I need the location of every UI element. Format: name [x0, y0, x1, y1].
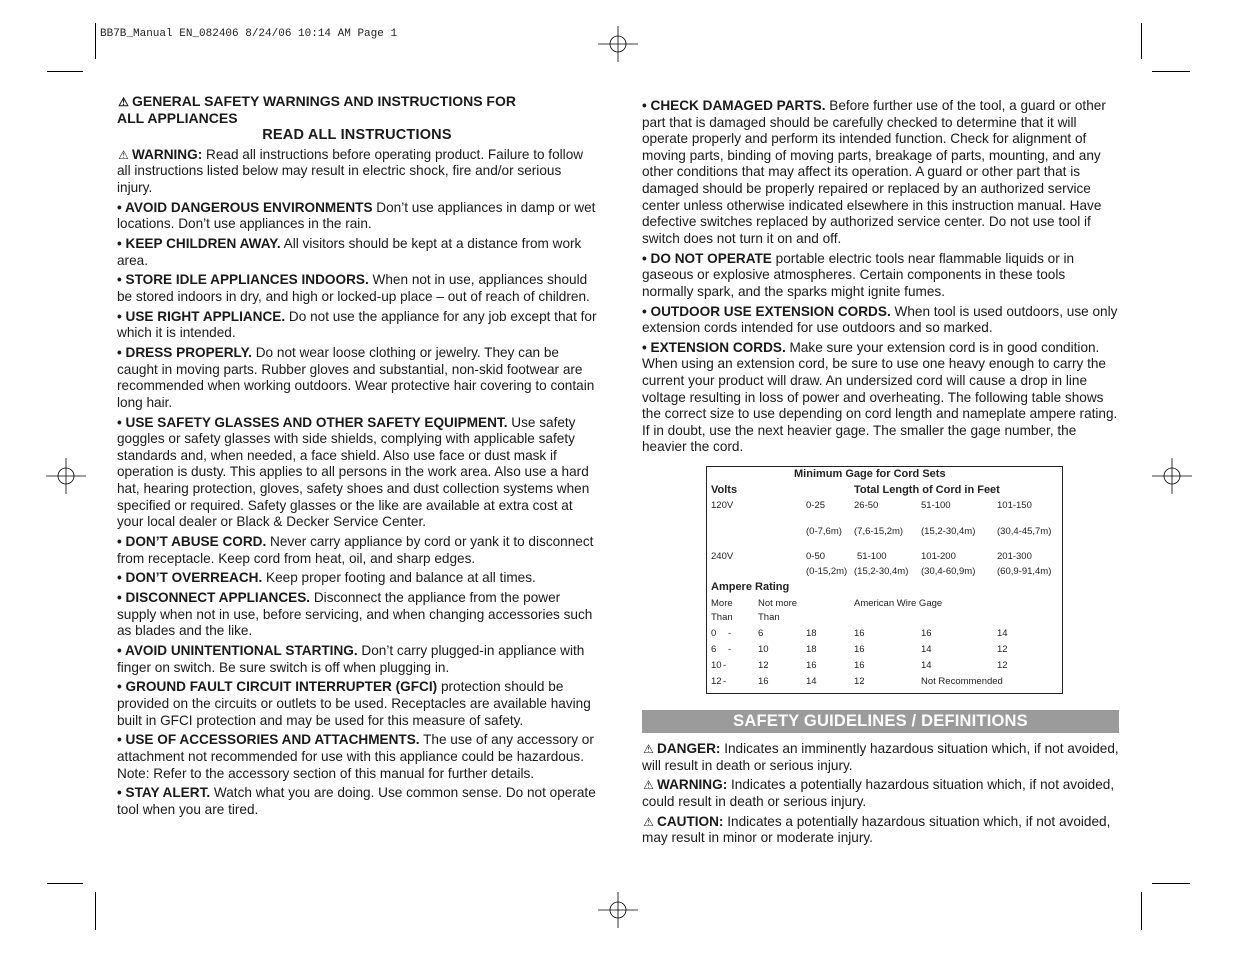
list-item: • DISCONNECT APPLIANCES. Disconnect the appliance from the power supply when not in use, before servicing, and when changing accessories such as blades and the like.	[117, 590, 593, 639]
table-cell: 12	[758, 660, 769, 671]
list-item: • GROUND FAULT CIRCUIT INTERRUPTER (GFCI) protection should be provided on the circuits or outlets to be used. Receptacles are available having built in GFCI protection and may be used for this measure of safety.	[117, 679, 591, 728]
cord-gage-table	[706, 466, 1063, 694]
table-cell: 6	[758, 628, 764, 639]
table-cell: 12	[854, 676, 865, 687]
read-all-instructions: READ ALL INSTRUCTIONS	[262, 127, 452, 143]
table-cell: 16	[854, 660, 865, 671]
table-cell: (30,4-60,9m)	[921, 566, 976, 577]
table-cell: 51-100	[857, 551, 887, 562]
general-safety-heading: ⚠ GENERAL SAFETY WARNINGS AND INSTRUCTIONS FOR ALL APPLIANCES	[117, 93, 516, 126]
table-cell: 12	[997, 660, 1008, 671]
list-item: • STAY ALERT. Watch what you are doing. Use common sense. Do not operate tool when you are tired.	[117, 785, 596, 817]
table-cell: 14	[997, 628, 1008, 639]
definition-danger: ⚠ DANGER: Indicates an imminently hazardous situation which, if not avoided, will result in death or serious injury.	[642, 741, 1119, 773]
table-cell: 101-150	[997, 500, 1032, 511]
table-cell: 101-200	[921, 551, 956, 562]
ampere-rating-header: Ampere Rating	[711, 581, 790, 593]
list-item: • DON’T ABUSE CORD. Never carry appliance by cord or yank it to disconnect from receptacle. Keep cord from heat, oil, and sharp edges.	[117, 533, 594, 566]
warning-triangle-icon: ⚠	[643, 778, 654, 793]
awg-label: American Wire Gage	[854, 598, 943, 609]
warning-triangle-icon: ⚠	[118, 147, 129, 162]
safety-definitions	[642, 741, 1122, 850]
table-cell: (0-15,2m)	[806, 566, 848, 577]
table-cell: 12	[711, 676, 722, 687]
not-more-label: Not more	[758, 598, 798, 609]
list-item: • USE SAFETY GLASSES AND OTHER SAFETY EQUIPMENT. Use safety goggles or safety glasses with side shields, complying with applicable safety standards and, when needed, a face shield. Also use face or dust mask if operation is dusty. This applies to all persons in the work area. Also use a hard hat, hearing protection, gloves, safety shoes and dust collection systems when specified or required. Safety glasses or the like are available at extra cost at your local dealer or Black & Decker Service Center.	[117, 414, 590, 530]
table-cell: 16	[806, 660, 817, 671]
volts-120: 120V	[711, 500, 734, 511]
volts-header: Volts	[711, 484, 738, 496]
table-cell: 14	[921, 644, 932, 655]
table-cell: 16	[854, 628, 865, 639]
crop-mark	[47, 71, 83, 72]
table-cell: 14	[806, 676, 817, 687]
table-cell: 201-300	[997, 551, 1032, 562]
table-cell: 51-100	[921, 500, 951, 511]
list-item: • STORE IDLE APPLIANCES INDOORS. When not in use, appliances should be stored indoors in dry, and high or locked-up place – out of reach of children.	[117, 272, 590, 304]
table-cell: (30,4-45,7m)	[997, 526, 1052, 537]
crop-mark	[1141, 23, 1142, 59]
table-cell: 16	[854, 644, 865, 655]
table-cell: (7,6-15,2m)	[854, 526, 904, 537]
crop-mark	[1141, 892, 1142, 930]
table-cell: (15,2-30,4m)	[854, 566, 909, 577]
list-item: • CHECK DAMAGED PARTS. Before further use of the tool, a guard or other part that is damaged should be carefully checked to determine that it will operate properly and perform its intended function. Check for alignment of moving parts, binding of moving parts, breakage of parts, mounting, and any other conditions that may affect its operation. A guard or other part that is damaged should be properly repaired or replaced by an authorized service center unless otherwise indicated elsewhere in this instruction manual. Have defective switches replaced by authorized service center. Do not use tool if switch does not turn it on and off.	[642, 98, 1106, 246]
right-column	[642, 98, 1120, 459]
list-item: • EXTENSION CORDS. Make sure your extension cord is in good condition. When using an extension cord, be sure to use one heavy enough to carry the current your product will draw. An undersized cord will cause a drop in line voltage resulting in loss of power and overheating. The following table shows the correct size to use depending on cord length and nameplate ampere rating. If in doubt, use the next heavier gage. The smaller the gage number, the heavier the cord.	[642, 339, 1118, 455]
table-cell: 10	[758, 644, 769, 655]
table-cell: (60,9-91,4m)	[997, 566, 1052, 577]
table-cell: 10	[711, 660, 722, 671]
crop-mark	[1152, 883, 1190, 884]
definition-warning: ⚠ WARNING: Indicates a potentially hazardous situation which, if not avoided, could result in death or serious injury.	[642, 777, 1115, 809]
table-cell: -	[723, 676, 727, 687]
table-cell: (0-7,6m)	[806, 526, 842, 537]
table-cell: 18	[806, 644, 817, 655]
list-item: • OUTDOOR USE EXTENSION CORDS. When tool is used outdoors, use only extension cords intended for use outdoors and so marked.	[642, 303, 1118, 336]
list-item: • USE RIGHT APPLIANCE. Do not use the appliance for any job except that for which it is intended.	[117, 308, 597, 341]
than-label: Than	[711, 612, 733, 623]
table-cell: -	[723, 660, 727, 671]
warning-triangle-icon: ⚠	[118, 95, 129, 109]
table-cell: 18	[806, 628, 817, 639]
table-cell: Not Recommended	[921, 676, 1003, 687]
registration-mark-icon	[598, 24, 638, 64]
list-item: • KEEP CHILDREN AWAY. All visitors should be kept at a distance from work area.	[117, 235, 582, 268]
crop-mark	[95, 23, 96, 59]
list-item: • AVOID UNINTENTIONAL STARTING. Don’t carry plugged-in appliance with finger on switch. Be sure switch is off when plugging in.	[117, 643, 585, 675]
definition-caution: ⚠ CAUTION: Indicates a potentially hazardous situation which, if not avoided, may result in minor or moderate injury.	[642, 813, 1111, 846]
table-cell: (15,2-30,4m)	[921, 526, 976, 537]
left-column	[117, 93, 597, 822]
table-cell: 0-50	[806, 551, 826, 562]
crop-mark	[1152, 71, 1190, 72]
table-title: Minimum Gage for Cord Sets	[794, 468, 946, 480]
registration-mark-icon	[598, 890, 638, 930]
crop-mark	[95, 892, 96, 930]
list-item: • DRESS PROPERLY. Do not wear loose clothing or jewelry. They can be caught in moving parts. Rubber gloves and substantial, non-skid footwear are recommended when working outdoors. Wear protective hair covering to contain long hair.	[117, 345, 595, 410]
table-cell: 14	[921, 660, 932, 671]
list-item: • DON’T OVERREACH. Keep proper footing and balance at all times.	[117, 570, 536, 586]
table-cell: 6	[711, 644, 717, 655]
table-cell: 0	[711, 628, 717, 639]
table-cell: 12	[997, 644, 1008, 655]
table-cell: 16	[921, 628, 932, 639]
warning-triangle-icon: ⚠	[643, 814, 654, 829]
warning-triangle-icon: ⚠	[643, 742, 654, 756]
list-item: • USE OF ACCESSORIES AND ATTACHMENTS. The use of any accessory or attachment not recommended for use with this appliance could be hazardous. Note: Refer to the accessory section of this manual for further details.	[117, 732, 594, 781]
more-label: More	[711, 598, 733, 609]
length-header: Total Length of Cord in Feet	[854, 484, 1000, 496]
table-cell: 0-25	[806, 500, 826, 511]
section-title-bar: SAFETY GUIDELINES / DEFINITIONS	[642, 710, 1119, 733]
table-cell: -	[728, 644, 732, 655]
table-cell: -	[728, 628, 732, 639]
list-item: • DO NOT OPERATE portable electric tools near flammable liquids or in gaseous or explosive atmospheres. Certain components in these tools normally spark, and the sparks might ignite fumes.	[642, 250, 1075, 299]
warning-paragraph: ⚠ WARNING: Read all instructions before operating product. Failure to follow all instructions listed below may result in electric shock, fire and/or serious injury.	[117, 146, 584, 195]
list-item: • AVOID DANGEROUS ENVIRONMENTS Don’t use appliances in damp or wet locations. Don’t use appliances in the rain.	[117, 199, 596, 232]
table-cell: 16	[758, 676, 769, 687]
printer-slug: BB7B_Manual EN_082406 8/24/06 10:14 AM Page 1	[100, 28, 398, 40]
volts-240: 240V	[711, 551, 734, 562]
table-cell: 26-50	[854, 500, 879, 511]
than-label: Than	[758, 612, 780, 623]
registration-mark-icon	[1152, 456, 1192, 496]
crop-mark	[47, 883, 83, 884]
registration-mark-icon	[46, 456, 86, 496]
